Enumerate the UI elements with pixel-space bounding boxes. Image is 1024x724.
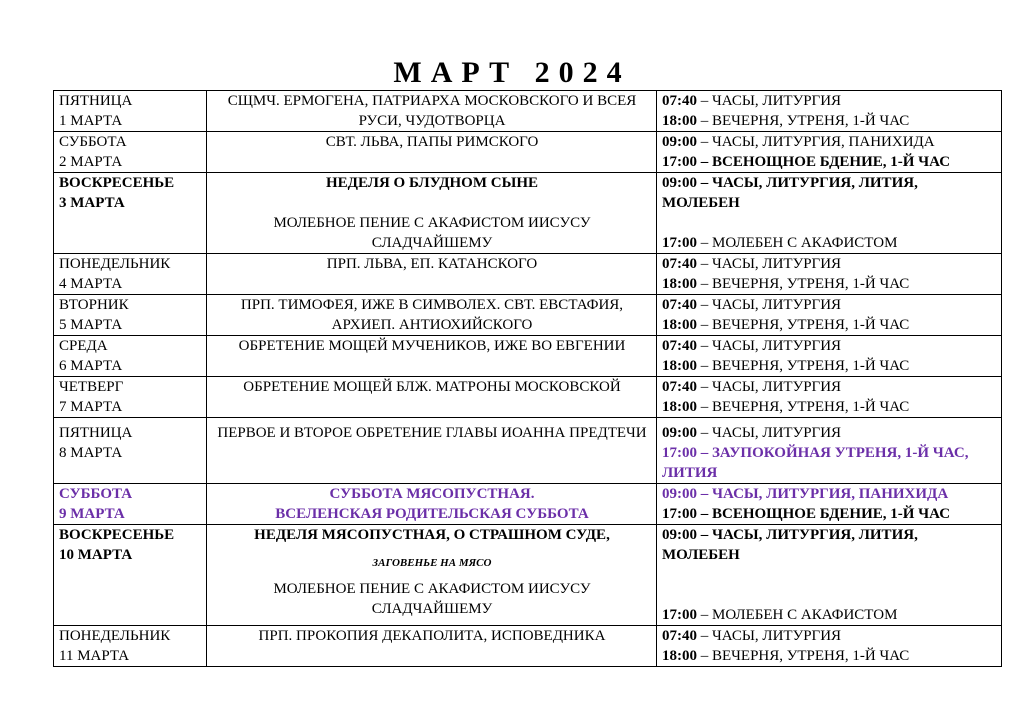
day-cell xyxy=(54,132,207,173)
service-line: 07:40 – ЧАСЫ, ЛИТУРГИЯ xyxy=(662,338,842,354)
date: 1 МАРТА xyxy=(59,113,123,129)
feast-cell xyxy=(207,418,657,484)
service-line: 18:00 – ВЕЧЕРНЯ, УТРЕНЯ, 1-Й ЧАС xyxy=(662,317,910,333)
feast-name: СЩМЧ. ЕРМОГЕНА, ПАТРИАРХА МОСКОВСКОГО И ВСЕЯ РУСИ, ЧУДОТВОРЦА xyxy=(227,93,637,129)
service-cell xyxy=(657,254,1002,295)
date: 3 МАРТА xyxy=(59,195,125,211)
service-line: 18:00 – ВЕЧЕРНЯ, УТРЕНЯ, 1-Й ЧАС xyxy=(662,113,910,129)
service-cell xyxy=(657,484,1002,525)
feast-note: ЗАГОВЕНЬЕ НА МЯСО xyxy=(372,557,492,569)
feast-extra: МОЛЕБНОЕ ПЕНИЕ С АКАФИСТОМ ИИСУСУ СЛАДЧАЙШЕМУ xyxy=(273,215,591,251)
weekday: СУББОТА xyxy=(59,134,127,150)
weekday: ПЯТНИЦА xyxy=(59,425,133,441)
weekday: ПОНЕДЕЛЬНИК xyxy=(59,628,171,644)
date: 6 МАРТА xyxy=(59,358,123,374)
feast-cell xyxy=(207,336,657,377)
service-line: 17:00 – МОЛЕБЕН С АКАФИСТОМ xyxy=(662,235,898,251)
service-cell xyxy=(657,336,1002,377)
service-line: 07:40 – ЧАСЫ, ЛИТУРГИЯ xyxy=(662,256,842,272)
service-line: 07:40 – ЧАСЫ, ЛИТУРГИЯ xyxy=(662,628,842,644)
service-cell xyxy=(657,377,1002,418)
day-cell xyxy=(54,295,207,336)
service-line: 09:00 – ЧАСЫ, ЛИТУРГИЯ, ПАНИХИДА xyxy=(662,134,935,150)
day-cell xyxy=(54,626,207,667)
table-row xyxy=(54,484,1002,525)
feast-cell xyxy=(207,626,657,667)
feast-cell xyxy=(207,91,657,132)
day-cell xyxy=(54,525,207,626)
weekday: СУББОТА xyxy=(59,486,133,502)
service-line: 18:00 – ВЕЧЕРНЯ, УТРЕНЯ, 1-Й ЧАС xyxy=(662,276,910,292)
date: 8 МАРТА xyxy=(59,445,123,461)
service-cell xyxy=(657,626,1002,667)
feast-name: ПРП. ПРОКОПИЯ ДЕКАПОЛИТА, ИСПОВЕДНИКА xyxy=(258,628,606,644)
table-row xyxy=(54,295,1002,336)
feast-extra: МОЛЕБНОЕ ПЕНИЕ С АКАФИСТОМ ИИСУСУ СЛАДЧАЙШЕМУ xyxy=(273,581,591,617)
feast-name: ОБРЕТЕНИЕ МОЩЕЙ БЛЖ. МАТРОНЫ МОСКОВСКОЙ xyxy=(243,379,621,395)
feast-name: ПЕРВОЕ И ВТОРОЕ ОБРЕТЕНИЕ ГЛАВЫ ИОАННА ПРЕДТЕЧИ xyxy=(217,425,647,441)
feast-cell xyxy=(207,254,657,295)
service-line: 07:40 – ЧАСЫ, ЛИТУРГИЯ xyxy=(662,93,842,109)
service-cell xyxy=(657,418,1002,484)
day-cell xyxy=(54,254,207,295)
table-row xyxy=(54,418,1002,484)
day-cell xyxy=(54,484,207,525)
service-line: 09:00 – ЧАСЫ, ЛИТУРГИЯ xyxy=(662,425,842,441)
service-cell xyxy=(657,295,1002,336)
weekday: ПОНЕДЕЛЬНИК xyxy=(59,256,171,272)
feast-cell xyxy=(207,295,657,336)
weekday: ПЯТНИЦА xyxy=(59,93,133,109)
feast-name: СВТ. ЛЬВА, ПАПЫ РИМСКОГО xyxy=(325,134,539,150)
day-cell xyxy=(54,377,207,418)
service-line: 17:00 – ВСЕНОЩНОЕ БДЕНИЕ, 1-Й ЧАС xyxy=(662,154,951,170)
table-row xyxy=(54,91,1002,132)
weekday: ЧЕТВЕРГ xyxy=(59,379,124,395)
service-line: 09:00 – ЧАСЫ, ЛИТУРГИЯ, ПАНИХИДА xyxy=(662,486,949,502)
table-row xyxy=(54,626,1002,667)
service-line: 09:00 – ЧАСЫ, ЛИТУРГИЯ, ЛИТИЯ, МОЛЕБЕН xyxy=(662,527,918,563)
service-line: 17:00 – ВСЕНОЩНОЕ БДЕНИЕ, 1-Й ЧАС xyxy=(662,506,951,522)
service-cell xyxy=(657,173,1002,254)
feast-cell xyxy=(207,525,657,626)
service-line: 09:00 – ЧАСЫ, ЛИТУРГИЯ, ЛИТИЯ, МОЛЕБЕН xyxy=(662,175,918,211)
date: 5 МАРТА xyxy=(59,317,123,333)
day-cell xyxy=(54,91,207,132)
table-row xyxy=(54,132,1002,173)
page-title: МАРТ 2024 xyxy=(393,56,631,89)
day-cell xyxy=(54,336,207,377)
table-row xyxy=(54,377,1002,418)
feast-name: ПРП. ЛЬВА, ЕП. КАТАНСКОГО xyxy=(326,256,538,272)
service-cell xyxy=(657,525,1002,626)
feast-cell xyxy=(207,132,657,173)
date: 7 МАРТА xyxy=(59,399,123,415)
table-row xyxy=(54,254,1002,295)
weekday: ВОСКРЕСЕНЬЕ xyxy=(59,527,175,543)
date: 9 МАРТА xyxy=(59,506,125,522)
service-line: 07:40 – ЧАСЫ, ЛИТУРГИЯ xyxy=(662,379,842,395)
table-row xyxy=(54,336,1002,377)
weekday: СРЕДА xyxy=(59,338,108,354)
feast-name-line2: ВСЕЛЕНСКАЯ РОДИТЕЛЬСКАЯ СУББОТА xyxy=(275,506,589,522)
weekday: ВОСКРЕСЕНЬЕ xyxy=(59,175,175,191)
feast-name: ОБРЕТЕНИЕ МОЩЕЙ МУЧЕНИКОВ, ИЖЕ ВО ЕВГЕНИИ xyxy=(238,338,626,354)
service-cell xyxy=(657,132,1002,173)
service-line: 18:00 – ВЕЧЕРНЯ, УТРЕНЯ, 1-Й ЧАС xyxy=(662,648,910,664)
date: 2 МАРТА xyxy=(59,154,123,170)
service-line: 07:40 – ЧАСЫ, ЛИТУРГИЯ xyxy=(662,297,842,313)
feast-cell xyxy=(207,173,657,254)
table-row xyxy=(54,525,1002,626)
feast-name: НЕДЕЛЯ О БЛУДНОМ СЫНЕ xyxy=(326,175,538,191)
schedule-table xyxy=(53,90,1002,667)
date: 4 МАРТА xyxy=(59,276,123,292)
service-cell xyxy=(657,91,1002,132)
table-row xyxy=(54,173,1002,254)
feast-name: НЕДЕЛЯ МЯСОПУСТНАЯ, О СТРАШНОМ СУДЕ, xyxy=(254,527,610,543)
feast-name: ПРП. ТИМОФЕЯ, ИЖЕ В СИМВОЛЕХ. СВТ. ЕВСТАФИЯ, АРХИЕП. АНТИОХИЙСКОГО xyxy=(240,297,624,333)
feast-name: СУББОТА МЯСОПУСТНАЯ. xyxy=(329,486,535,502)
service-line: 18:00 – ВЕЧЕРНЯ, УТРЕНЯ, 1-Й ЧАС xyxy=(662,399,910,415)
service-line: 18:00 – ВЕЧЕРНЯ, УТРЕНЯ, 1-Й ЧАС xyxy=(662,358,910,374)
service-line: 17:00 – ЗАУПОКОЙНАЯ УТРЕНЯ, 1-Й ЧАС, ЛИТИЯ xyxy=(662,445,969,481)
feast-cell xyxy=(207,484,657,525)
day-cell xyxy=(54,418,207,484)
feast-cell xyxy=(207,377,657,418)
day-cell xyxy=(54,173,207,254)
date: 11 МАРТА xyxy=(59,648,130,664)
weekday: ВТОРНИК xyxy=(59,297,129,313)
date: 10 МАРТА xyxy=(59,547,133,563)
service-line: 17:00 – МОЛЕБЕН С АКАФИСТОМ xyxy=(662,607,898,623)
